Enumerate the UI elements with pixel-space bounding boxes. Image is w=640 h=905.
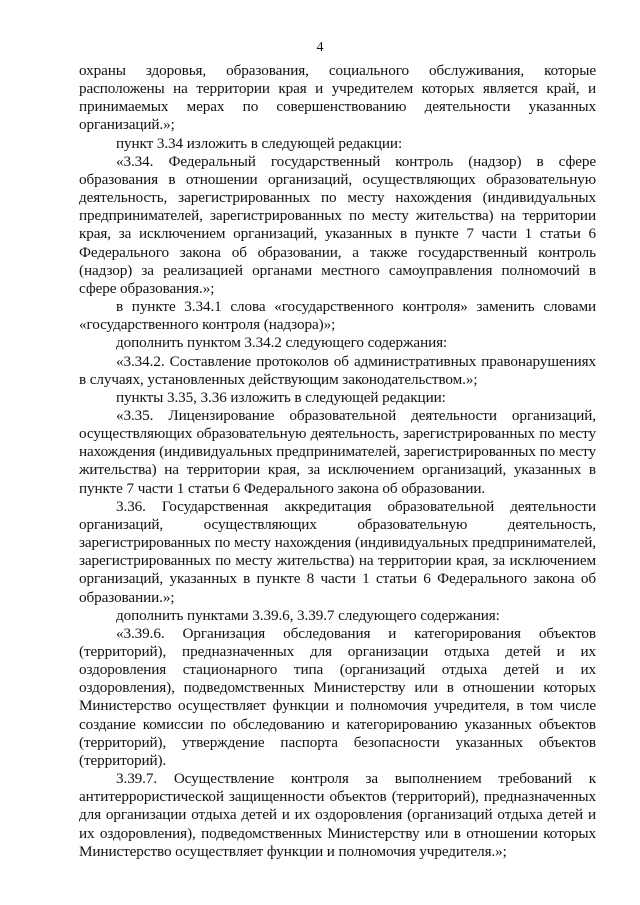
page-number: 4 (316, 40, 324, 55)
paragraph-10: дополнить пунктами 3.39.6, 3.39.7 следующего содержания: (116, 606, 500, 624)
paragraph-8: «3.35. Лицензирование образовательной деятельности организаций, осуществляющих образовательную деятельность, зарегистрированных по месту нахождения (индивидуальных предпринимателей, зарегистрированных по месту жительства) на территории края, за исключением организаций, указанных в пункте 7 части 1 статьи 6 Федерального закона об образовании. (79, 406, 596, 497)
paragraph-1: охраны здоровья, образования, социального обслуживания, которые расположены на территории края и учредителем которых является край, и принимаемых мерах по совершенствованию деятельности указанных организаций.»; (79, 62, 596, 134)
paragraph-4: в пункте 3.34.1 слова «государственного контроля» заменить словами «государственного контроля (надзора)»; (79, 298, 596, 334)
paragraph-2: пункт 3.34 изложить в следующей редакции: (116, 134, 403, 152)
paragraph-9: 3.36. Государственная аккредитация образовательной деятельности организаций, осуществляющих образовательную деятельность, зарегистрированных по месту нахождения (индивидуальных предпринимателей, зарегистрированных по месту жительства) на территории края, за исключением организаций, указанных в пункте 8 части 1 статьи 6 Федерального закона об образовании.»; (79, 497, 596, 606)
document-body (79, 62, 596, 861)
paragraph-6: «3.34.2. Составление протоколов об административных правонарушениях в случаях, установленных действующим законодательством.»; (79, 352, 596, 388)
paragraph-11: «3.39.6. Организация обследования и категорирования объектов (территорий), предназначенных для организации отдыха детей и их оздоровления стационарного типа (организаций отдыха детей и их оздоровления), подведомственных Министерству или в отношении которых Министерство осуществляет функции и полномочия учредителя, в том числе создание комиссии по обследованию и категорированию указанных объектов (территорий), утверждение паспорта безопасности указанных объектов (территорий). (79, 624, 596, 769)
paragraph-7: пункты 3.35, 3.36 изложить в следующей редакции: (116, 388, 446, 406)
paragraph-5: дополнить пунктом 3.34.2 следующего содержания: (116, 334, 448, 352)
paragraph-12: 3.39.7. Осуществление контроля за выполнением требований к антитеррористической защищенности объектов (территорий), предназначенных для организации отдыха детей и их оздоровления (организаций отдыха детей и их оздоровления), подведомственных Министерству или в отношении которых Министерство осуществляет функции и полномочия учредителя.»; (79, 770, 596, 860)
paragraph-3: «3.34. Федеральный государственный контроль (надзор) в сфере образования в отношении организаций, осуществляющих образовательную деятельность, зарегистрированных по месту нахождения (индивидуальных предпринимателей, зарегистрированных по месту жительства) на территории края, за исключением организаций, указанных в пункте 7 части 1 статьи 6 Федерального закона об образовании, а также государственный контроль (надзор) за реализацией органами местного самоуправления полномочий в сфере образования.»; (79, 152, 596, 297)
